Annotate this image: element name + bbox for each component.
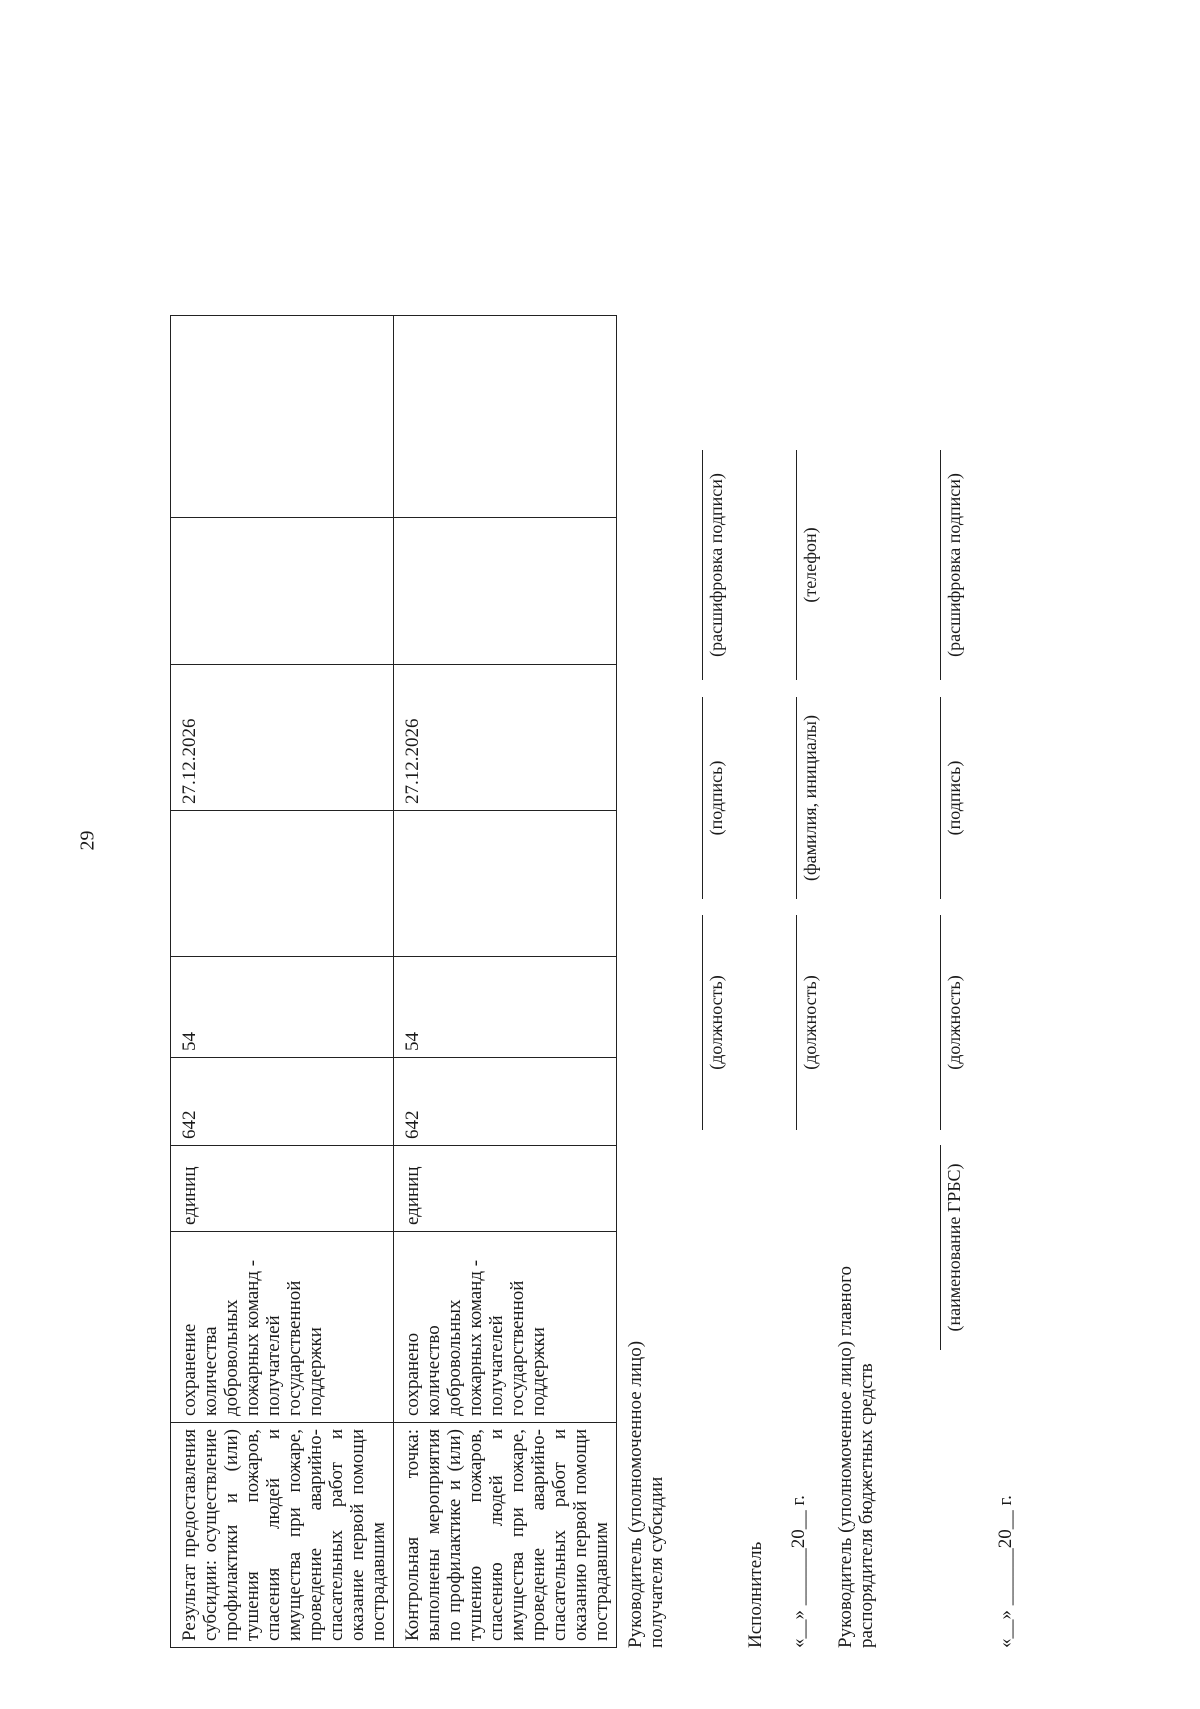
executor-phone-line [796, 450, 797, 680]
executor-phone-caption: (телефон) [800, 527, 820, 603]
empty-cell [394, 316, 617, 518]
page-number: 29 [76, 830, 99, 851]
executor-position-line [796, 915, 797, 1130]
table-row [171, 316, 394, 1648]
empty-cell [171, 316, 394, 518]
grbs-transcript-line [940, 450, 941, 680]
indicator-name: сохранено количество добровольных пожарных команд - получателей государственной поддержки [394, 1232, 617, 1423]
empty-cell [171, 518, 394, 665]
head-recipient-label: Руководитель (уполномоченное лицо) получателя субсидии [625, 1340, 667, 1648]
empty-cell [394, 811, 617, 957]
result-description: Контрольная точка: выполнены мероприятия по профилактике и (или) тушению пожаров, спасению людей и имущества при пожаре, проведение аварийно-спасательных работ и оказанию первой помощи пострадавшим [394, 1423, 617, 1648]
position-caption: (должность) [706, 975, 726, 1070]
plan-date: 27.12.2026 [394, 665, 617, 811]
result-description: Результат предоставления субсидии: осуществление профилактики и (или) тушения пожаров, спасения людей и имущества при пожаре, проведение аварийно-спасательных работ и оказание первой помощи пострадавшим [171, 1423, 394, 1648]
date-line-1: «__» ______20__ г. [788, 1495, 809, 1648]
executor-position-caption: (должность) [800, 975, 820, 1070]
grbs-position-line [940, 915, 941, 1130]
transcript-caption: (расшифровка подписи) [706, 473, 726, 657]
planned-value: 54 [171, 957, 394, 1058]
signature-line [702, 697, 703, 899]
results-table [170, 315, 617, 1648]
indicator-name: сохранение количества добровольных пожарных команд - получателей государственной поддержки [171, 1232, 394, 1423]
grbs-signature-line [940, 697, 941, 899]
grbs-position-caption: (должность) [944, 975, 964, 1070]
planned-value: 54 [394, 957, 617, 1058]
transcript-line [702, 450, 703, 680]
unit-name: единиц [171, 1146, 394, 1232]
grbs-transcript-caption: (расшифровка подписи) [944, 473, 964, 657]
position-line [702, 915, 703, 1130]
table-row [394, 316, 617, 1648]
grbs-name-caption: (наименование ГРБС) [944, 1163, 964, 1332]
empty-cell [394, 518, 617, 665]
okei-code: 642 [394, 1058, 617, 1146]
empty-cell [171, 811, 394, 957]
okei-code: 642 [171, 1058, 394, 1146]
date-line-2: «__» ______20__ г. [995, 1495, 1016, 1648]
signature-caption: (подпись) [706, 760, 726, 836]
executor-name-line [796, 697, 797, 899]
executor-label: Исполнитель [745, 1541, 766, 1648]
grbs-signature-caption: (подпись) [944, 760, 964, 836]
landscape-content [170, 58, 1040, 1648]
executor-name-caption: (фамилия, инициалы) [800, 715, 820, 881]
plan-date: 27.12.2026 [171, 665, 394, 811]
grbs-head-label: Руководитель (уполномоченное лицо) главного распорядителя бюджетных средств [835, 1266, 877, 1648]
unit-name: единиц [394, 1146, 617, 1232]
grbs-name-line [940, 1145, 941, 1350]
